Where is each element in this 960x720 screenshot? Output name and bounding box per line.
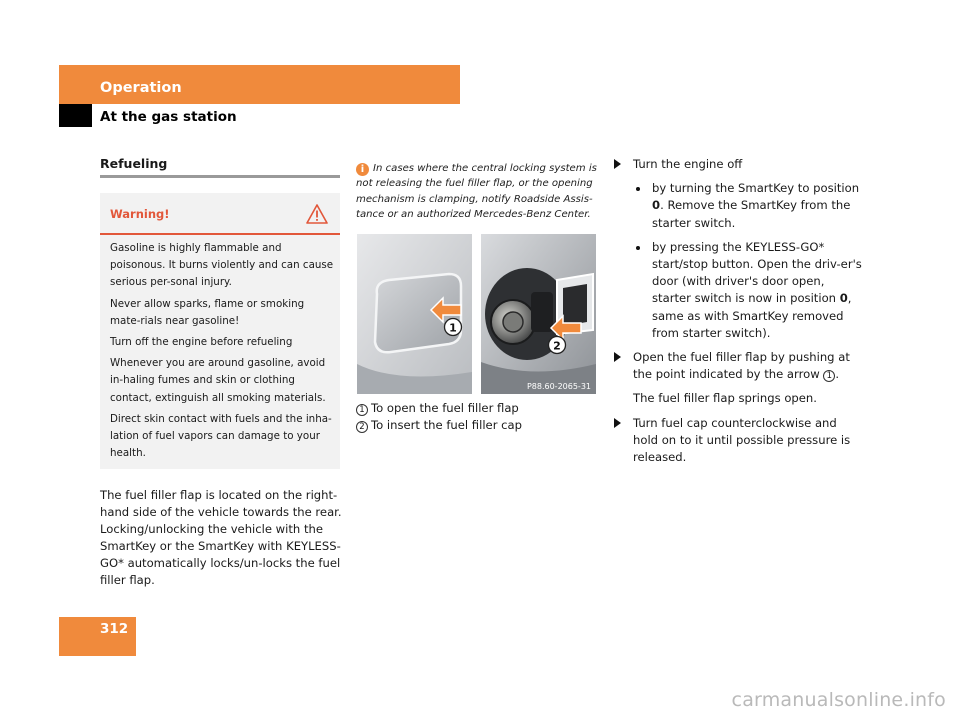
substep-text: by pressing the KEYLESS-GO* start/stop button. Open the driv-er's door (with driver's door open, starter switch is now in position: [652, 239, 862, 306]
refueling-heading: Refueling: [100, 156, 168, 171]
position-value: 0: [839, 291, 848, 306]
arrow-reference: 1: [823, 370, 835, 382]
step-arrow-icon: [614, 352, 621, 362]
warning-paragraph: Turn off the engine before refueling: [110, 336, 293, 349]
substep-keyless-go: [612, 239, 862, 342]
warning-title: Warning!: [110, 207, 170, 221]
warning-triangle-icon: [306, 204, 328, 224]
refueling-steps: [612, 156, 862, 466]
fuel-flap-closed-photo: [357, 234, 472, 394]
callout-2: 2: [553, 339, 561, 353]
photo-code: P88.60-2065-31: [526, 382, 591, 391]
info-note: [356, 161, 601, 222]
page-number: 312: [100, 621, 129, 637]
step-arrow-icon: [614, 159, 621, 169]
note-text: In cases where the central locking system is not releasing the fuel filler flap, or the opening mechanism is clamping, notify Roadside Assis-tance or an authorized Mercedes-Benz Center.: [356, 163, 597, 220]
fuel-flap-closed-illustration: [357, 234, 472, 394]
info-icon: i: [356, 163, 369, 176]
step-text: Open the fuel filler flap by pushing at the point indicated by the arrow: [633, 350, 850, 382]
substep-text: . Remove the SmartKey from the starter switch.: [652, 198, 851, 230]
warning-paragraph: Direct skin contact with fuels and the inha-lation of fuel vapors can damage to your health.: [110, 412, 332, 460]
bullet-icon: [636, 187, 640, 191]
intro-paragraph: The fuel filler flap is located on the right-hand side of the vehicle towards the rear. Locking/unlocking the vehicle with the SmartKey or the SmartKey with KEYLESS-GO* automatically locks/un-locks the fuel filler flap.: [100, 488, 342, 587]
step-text: Turn the engine off: [633, 157, 743, 171]
photo-captions: [356, 400, 522, 434]
watermark: carmanualsonline.info: [731, 689, 946, 711]
warning-paragraph: Whenever you are around gasoline, avoid in-haling fumes and skin or clothing contact, extinguish all smoking materials.: [110, 357, 326, 404]
step-open-flap: [612, 349, 862, 383]
step-result: The fuel filler flap springs open.: [633, 391, 817, 406]
section-marker: [59, 104, 92, 127]
step-text: Turn fuel cap counterclockwise and hold on to it until possible pressure is released.: [633, 415, 851, 465]
step-arrow-icon: [614, 418, 621, 428]
warning-paragraph: Never allow sparks, flame or smoking mate-rials near gasoline!: [110, 297, 305, 327]
section-title: At the gas station: [100, 109, 237, 125]
warning-body: [110, 240, 336, 466]
caption-number: 1: [356, 404, 368, 416]
heading-rule: [100, 175, 340, 178]
callout-1: 1: [449, 321, 457, 335]
warning-box: [100, 193, 340, 469]
caption-2: [356, 417, 522, 434]
step-turn-engine-off: [612, 156, 862, 173]
step-text: .: [835, 367, 840, 382]
bullet-icon: [636, 246, 640, 250]
caption-text: To open the fuel filler flap: [371, 401, 519, 415]
position-value: 0: [652, 198, 661, 213]
fuel-flap-open-illustration: [481, 234, 596, 394]
caption-number: 2: [356, 421, 368, 433]
caption-1: [356, 400, 522, 417]
warning-paragraph: Gasoline is highly flammable and poisonous. It burns violently and can cause serious per-sonal injury.: [110, 242, 334, 289]
chapter-title: Operation: [100, 80, 182, 96]
step-turn-cap: [612, 415, 862, 467]
substep-text: , same as with SmartKey removed from starter switch).: [652, 291, 852, 340]
substep-text: by turning the SmartKey to position: [652, 181, 860, 196]
substep-smartkey: [612, 180, 862, 232]
warning-rule: [100, 233, 340, 235]
fuel-flap-open-photo: [481, 234, 596, 394]
caption-text: To insert the fuel filler cap: [371, 418, 522, 432]
